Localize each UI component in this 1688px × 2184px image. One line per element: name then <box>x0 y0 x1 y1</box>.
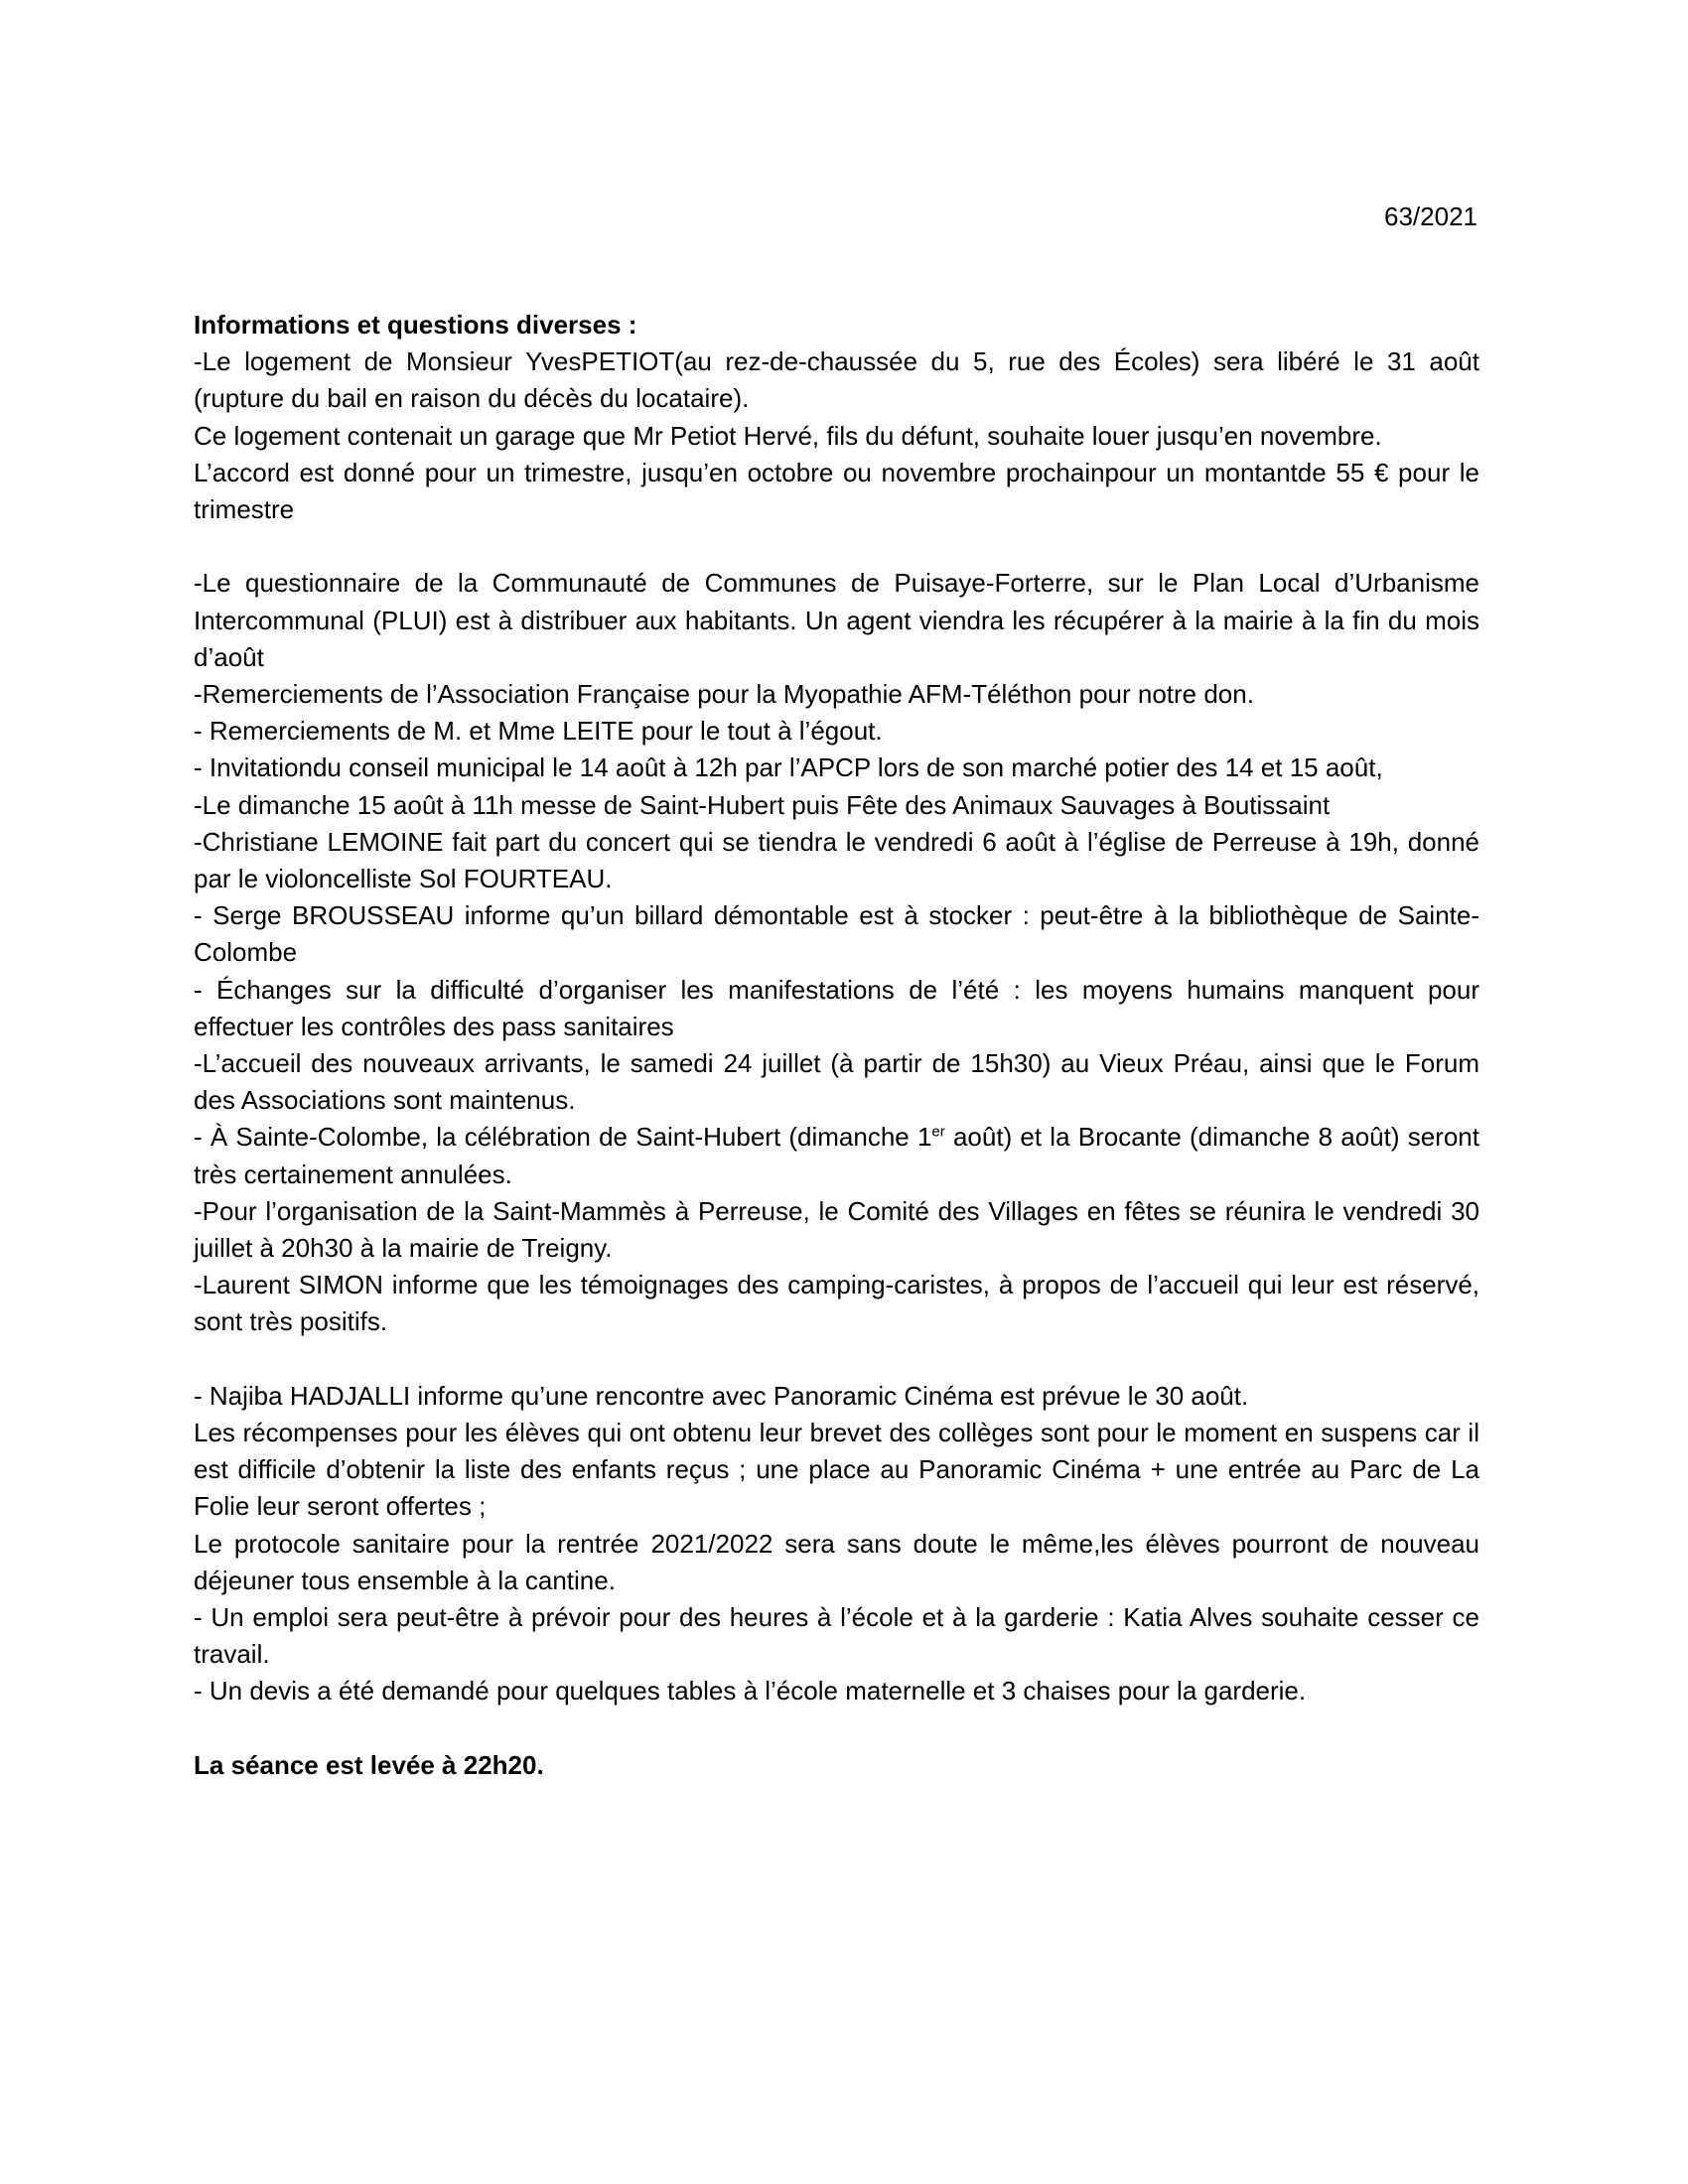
paragraph: - Un devis a été demandé pour quelques tables à l’école maternelle et 3 chaises pour la garderie. <box>194 1676 1307 1706</box>
paragraph-sainte-colombe <box>194 1119 1479 1192</box>
paragraph: -L’accueil des nouveaux arrivants, le samedi 24 juillet (à partir de 15h30) au Vieux Préau, ainsi que le Forum des Associations sont maintenus. <box>194 1048 1479 1116</box>
paragraph: L’accord est donné pour un trimestre, jusqu’en octobre ou novembre prochainpour un montantde 55 € pour le trimestre <box>194 457 1479 525</box>
paragraph: Les récompenses pour les élèves qui ont obtenu leur brevet des collèges sont pour le moment en suspens car il est difficile d’obtenir la liste des enfants reçus ; une place au Panoramic Cinéma + une entrée au Parc de La Folie leur seront offertes ; <box>194 1418 1479 1522</box>
blank-line <box>194 528 1479 565</box>
page-number: 63/2021 <box>1384 202 1477 231</box>
blank-line <box>194 1710 1479 1747</box>
paragraph: - Najiba HADJALLI informe qu’une rencontre avec Panoramic Cinéma est prévue le 30 août. <box>194 1380 1249 1411</box>
paragraph: - Un emploi sera peut-être à prévoir pour des heures à l’école et à la garderie : Katia Alves souhaite cesser ce travail. <box>194 1602 1479 1670</box>
paragraph: - Invitationdu conseil municipal le 14 août à 12h par l’APCP lors de son marché potier des 14 et 15 août, <box>194 752 1383 783</box>
paragraph: -Pour l’organisation de la Saint-Mammès à Perreuse, le Comité des Villages en fêtes se réunira le vendredi 30 juillet à 20h30 à la mairie de Treigny. <box>194 1195 1479 1264</box>
section-heading: Informations et questions diverses : <box>194 310 637 340</box>
paragraph: -Christiane LEMOINE fait part du concert qui se tiendra le vendredi 6 août à l’église de Perreuse à 19h, donné par le violoncelliste Sol FOURTEAU. <box>194 826 1479 894</box>
paragraph: - Échanges sur la difficulté d’organiser les manifestations de l’été : les moyens humains manquent pour effectuer les contrôles des pass sanitaires <box>194 974 1479 1041</box>
paragraph: -Laurent SIMON informe que les témoignages des camping-caristes, à propos de l’accueil qui leur est réservé, sont très positifs. <box>194 1270 1479 1337</box>
paragraph: - Serge BROUSSEAU informe qu’un billard démontable est à stocker : peut-être à la bibliothèque de Sainte-Colombe <box>194 900 1479 968</box>
paragraph: Le protocole sanitaire pour la rentrée 2021/2022 sera sans doute le même,les élèves pourront de nouveau déjeuner tous ensemble à la cantine. <box>194 1528 1479 1595</box>
paragraph: -Le logement de Monsieur YvesPETIOT(au rez-de-chaussée du 5, rue des Écoles) sera libéré le 31 août (rupture du bail en raison du décès du locataire). <box>194 346 1479 414</box>
text-fragment: août) et la Brocante (dimanche 8 août) seront très certainement annulées. <box>194 1122 1479 1189</box>
document-body <box>194 307 1479 1784</box>
paragraph: - Remerciements de M. et Mme LEITE pour le tout à l’égout. <box>194 716 883 747</box>
closing-statement: La séance est levée à 22h20. <box>194 1749 544 1780</box>
paragraph: -Remerciements de l’Association Française pour la Myopathie AFM-Téléthon pour notre don. <box>194 679 1254 710</box>
blank-line <box>194 1341 1479 1378</box>
superscript: er <box>931 1123 945 1141</box>
paragraph: -Le questionnaire de la Communauté de Communes de Puisaye-Forterre, sur le Plan Local d’Urbanisme Intercommunal (PLUI) est à distribuer aux habitants. Un agent viendra les récupérer à la mairie à la fin du mois d’août <box>194 568 1479 672</box>
paragraph: -Le dimanche 15 août à 11h messe de Saint-Hubert puis Fête des Animaux Sauvages à Boutissaint <box>194 789 1331 820</box>
paragraph: Ce logement contenait un garage que Mr Petiot Hervé, fils du défunt, souhaite louer jusqu’en novembre. <box>194 420 1382 451</box>
text-fragment: - À Sainte-Colombe, la célébration de Saint-Hubert (dimanche 1 <box>194 1122 932 1153</box>
